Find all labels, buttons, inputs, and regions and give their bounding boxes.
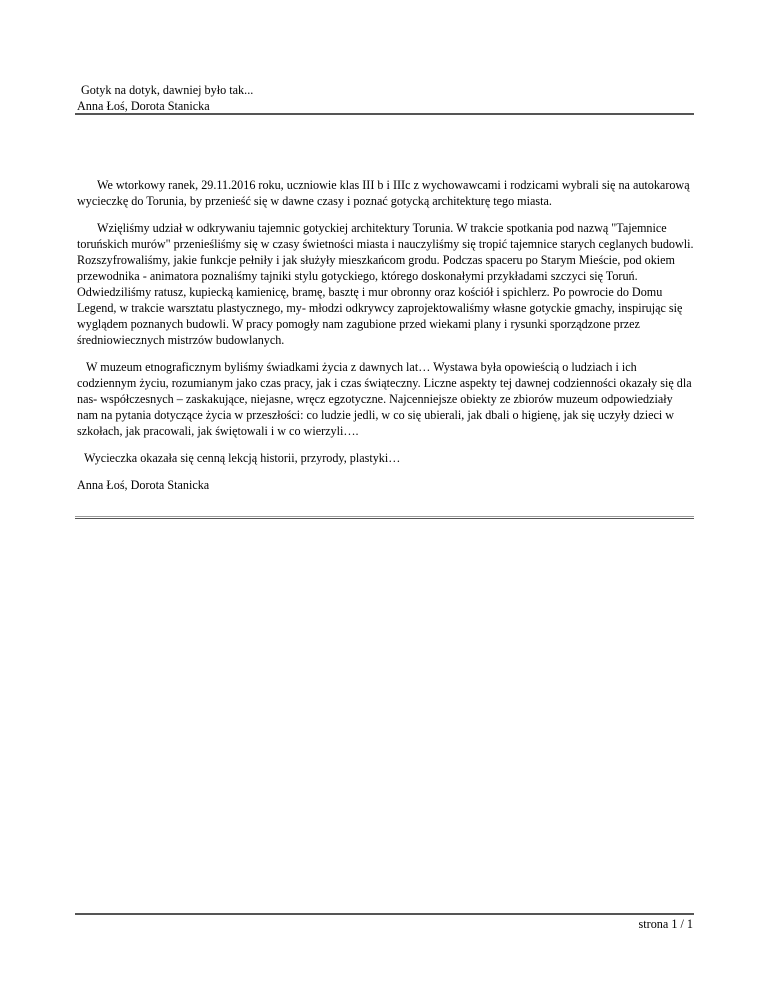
article-signature: Anna Łoś, Dorota Stanicka [77,478,210,492]
header-divider [75,113,694,115]
footer-divider [75,913,694,915]
header-authors: Anna Łoś, Dorota Stanicka [77,98,210,113]
page-number: strona 1 / 1 [638,917,693,931]
document-title: Gotyk na dotyk, dawniej było tak... [81,83,254,97]
content-divider [75,516,694,519]
article-paragraph: W muzeum etnograficznym byliśmy świadkami życia z dawnych lat… Wystawa była opowieścią o ludziach i ich codziennym życiu, rozumianym jako czas pracy, jak i czas świąteczny. Liczne aspekty tej dawnej codzienności okazały się dla nas- współczesnych – zaskakujące, niejasne, wręcz egzotyczne. Najcenniejsze obiekty ze zbiorów muzeum odpowiedziały nam na pytania dotyczące życia w przeszłości: co ludzie jedli, w co się ubierali, jak dbali o higienę, jak się uczyły dzieci w szkołach, jak pracowali, jak świętowali i w co wierzyli…. [77,360,692,438]
article-paragraph: We wtorkowy ranek, 29.11.2016 roku, uczniowie klas III b i IIIc z wychowawcami i rodzicami wybrali się na autokarową wycieczkę do Torunia, by przenieść się w dawne czasy i poznać gotycką architekturę tego miasta. [77,178,690,208]
article-paragraph: Wycieczka okazała się cenną lekcją historii, przyrody, plastyki… [84,451,401,465]
article-paragraph: Wzięliśmy udział w odkrywaniu tajemnic gotyckiej architektury Torunia. W trakcie spotkania pod nazwą "Tajemnice toruńskich murów" przenieśliśmy się w czasy świetności miasta i nauczyliśmy się tropić tajemnice starych ceglanych budowli. Rozszyfrowaliśmy, jakie funkcje pełniły i jak służyły mieszkańcom grodu. Podczas spaceru po Starym Mieście, pod okiem przewodnika - animatora poznaliśmy tajniki stylu gotyckiego, którego doskonałymi przykładami szczyci się Toruń. Odwiedziliśmy ratusz, kupiecką kamienicę, bramę, basztę i mur obronny oraz kościół i spichlerz. Po powrocie do Domu Legend, w trakcie warsztatu plastycznego, my- młodzi odkrywcy zaprojektowaliśmy własne gotyckie gmachy, inspirując się wyglądem poznanych budowli. W pracy pomogły nam zagubione przed wiekami plany i rysunki sporządzone przez średniowiecznych mistrzów budowlanych. [77,221,694,347]
document-header [77,83,693,114]
article-body [77,177,695,504]
